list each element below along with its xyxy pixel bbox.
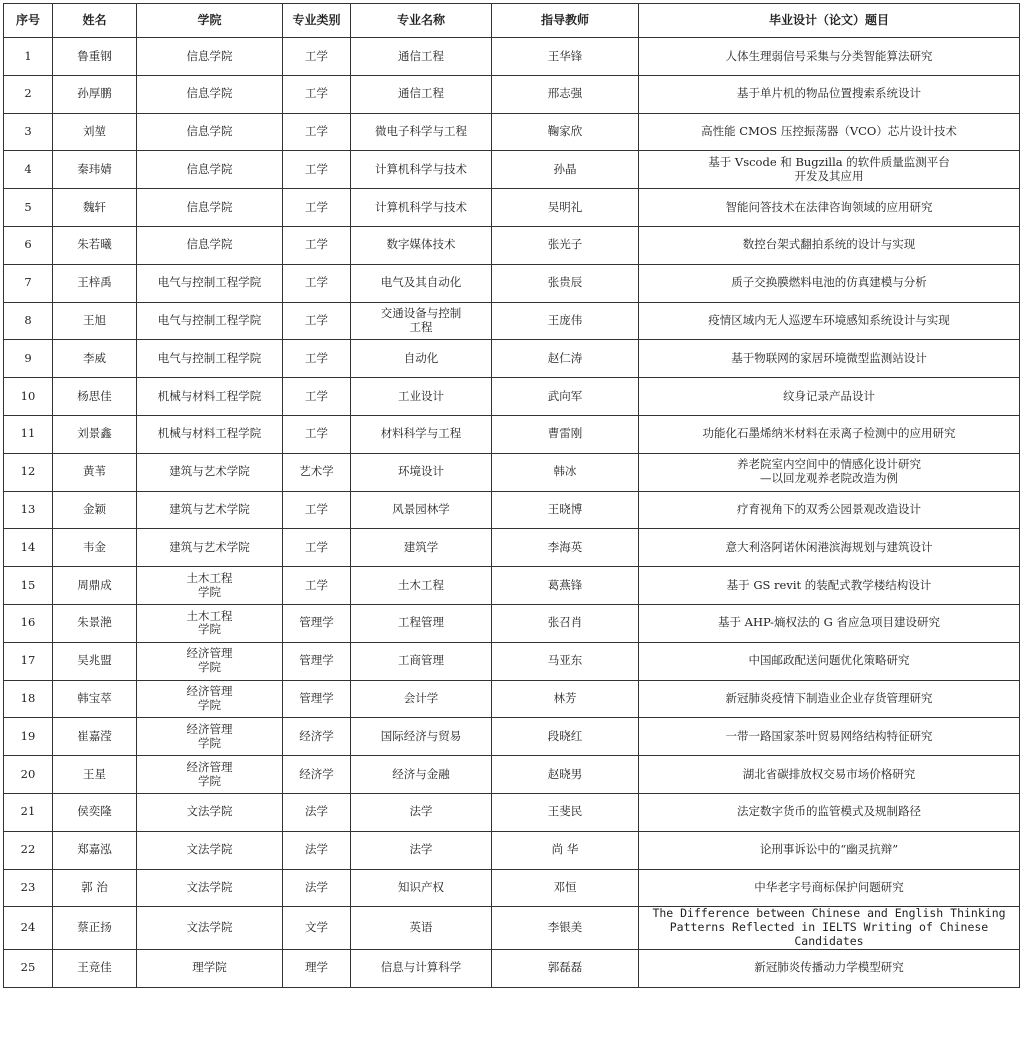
cell-category: 工学 xyxy=(283,302,351,340)
cell-category: 经济学 xyxy=(283,718,351,756)
cell-college-line1: 土木工程 xyxy=(186,608,233,623)
cell-advisor: 李海英 xyxy=(492,529,639,567)
cell-category: 工学 xyxy=(283,38,351,76)
cell-college: 机械与材料工程学院 xyxy=(137,378,283,416)
table-row xyxy=(4,604,1020,642)
cell-major: 电气及其自动化 xyxy=(351,264,492,302)
cell-major-line2: 工程 xyxy=(409,319,433,334)
cell-advisor: 韩冰 xyxy=(492,453,639,491)
cell-major: 数字媒体技术 xyxy=(351,226,492,264)
cell-major xyxy=(351,302,492,340)
cell-college: 建筑与艺术学院 xyxy=(137,529,283,567)
table-row xyxy=(4,869,1020,907)
thesis-table xyxy=(3,3,1020,988)
cell-no: 11 xyxy=(4,415,53,453)
cell-college: 电气与控制工程学院 xyxy=(137,302,283,340)
table-row xyxy=(4,38,1020,76)
table-row xyxy=(4,793,1020,831)
cell-no: 23 xyxy=(4,869,53,907)
cell-advisor: 孙晶 xyxy=(492,151,639,189)
cell-name: 李威 xyxy=(53,340,137,378)
cell-category: 工学 xyxy=(283,151,351,189)
table-row xyxy=(4,907,1020,949)
cell-advisor: 段晓红 xyxy=(492,718,639,756)
cell-college xyxy=(137,680,283,718)
cell-college: 信息学院 xyxy=(137,113,283,151)
cell-name: 孙厚鹏 xyxy=(53,75,137,113)
table-row xyxy=(4,756,1020,794)
cell-no: 21 xyxy=(4,793,53,831)
header-college: 学院 xyxy=(137,4,283,38)
cell-category: 工学 xyxy=(283,491,351,529)
cell-title: 智能问答技术在法律咨询领域的应用研究 xyxy=(639,189,1020,227)
cell-title-line1: 基于 Vscode 和 Bugzilla 的软件质量监测平台 xyxy=(708,154,950,169)
cell-category: 法学 xyxy=(283,793,351,831)
cell-college: 信息学院 xyxy=(137,226,283,264)
table-row xyxy=(4,453,1020,491)
cell-no: 13 xyxy=(4,491,53,529)
cell-title: 法定数字货币的监管模式及规制路径 xyxy=(639,793,1020,831)
cell-name: 杨思佳 xyxy=(53,378,137,416)
cell-college-line2: 学院 xyxy=(198,697,221,712)
cell-title: 新冠肺炎疫情下制造业企业存货管理研究 xyxy=(639,680,1020,718)
cell-college-line1: 经济管理 xyxy=(186,646,233,661)
cell-major: 建筑学 xyxy=(351,529,492,567)
cell-college-line1: 经济管理 xyxy=(186,759,233,774)
cell-advisor: 邓恒 xyxy=(492,869,639,907)
cell-major: 信息与计算科学 xyxy=(351,949,492,987)
table-row xyxy=(4,529,1020,567)
cell-category: 工学 xyxy=(283,264,351,302)
cell-title: 意大利洛阿诺休闲港滨海规划与建筑设计 xyxy=(639,529,1020,567)
cell-title: 基于 GS revit 的装配式教学楼结构设计 xyxy=(639,567,1020,605)
cell-title: 质子交换膜燃料电池的仿真建模与分析 xyxy=(639,264,1020,302)
cell-advisor: 葛燕锋 xyxy=(492,567,639,605)
header-title: 毕业设计（论文）题目 xyxy=(639,4,1020,38)
cell-major: 风景园林学 xyxy=(351,491,492,529)
cell-college xyxy=(137,567,283,605)
cell-category: 管理学 xyxy=(283,604,351,642)
cell-name: 王旭 xyxy=(53,302,137,340)
cell-major: 工商管理 xyxy=(351,642,492,680)
cell-category: 工学 xyxy=(283,529,351,567)
cell-title: 高性能 CMOS 压控振荡器（VCO）芯片设计技术 xyxy=(639,113,1020,151)
cell-category: 工学 xyxy=(283,378,351,416)
cell-college: 文法学院 xyxy=(137,793,283,831)
cell-title: 人体生理弱信号采集与分类智能算法研究 xyxy=(639,38,1020,76)
cell-title: 中国邮政配送问题优化策略研究 xyxy=(639,642,1020,680)
cell-title: 纹身记录产品设计 xyxy=(639,378,1020,416)
cell-title-line1: The Difference between Chinese and English Thinking xyxy=(652,906,1006,921)
cell-college: 电气与控制工程学院 xyxy=(137,264,283,302)
header-major: 专业名称 xyxy=(351,4,492,38)
cell-name: 王星 xyxy=(53,756,137,794)
cell-college: 电气与控制工程学院 xyxy=(137,340,283,378)
header-category: 专业类别 xyxy=(283,4,351,38)
cell-no: 25 xyxy=(4,949,53,987)
cell-category: 工学 xyxy=(283,340,351,378)
cell-college: 信息学院 xyxy=(137,75,283,113)
cell-college xyxy=(137,718,283,756)
cell-no: 20 xyxy=(4,756,53,794)
cell-no: 10 xyxy=(4,378,53,416)
cell-category: 工学 xyxy=(283,226,351,264)
table-row xyxy=(4,831,1020,869)
cell-no: 15 xyxy=(4,567,53,605)
header-name: 姓名 xyxy=(53,4,137,38)
cell-advisor: 张召肖 xyxy=(492,604,639,642)
cell-no: 14 xyxy=(4,529,53,567)
cell-advisor: 张贵辰 xyxy=(492,264,639,302)
table-row xyxy=(4,302,1020,340)
cell-major: 法学 xyxy=(351,793,492,831)
cell-no: 9 xyxy=(4,340,53,378)
cell-name: 郑嘉泓 xyxy=(53,831,137,869)
cell-college-line2: 学院 xyxy=(198,622,221,637)
cell-title-line1: 养老院室内空间中的情感化设计研究 xyxy=(737,457,921,472)
cell-major: 会计学 xyxy=(351,680,492,718)
cell-no: 1 xyxy=(4,38,53,76)
cell-name: 蔡正扬 xyxy=(53,907,137,949)
cell-category: 管理学 xyxy=(283,680,351,718)
table-row xyxy=(4,264,1020,302)
cell-advisor: 武向军 xyxy=(492,378,639,416)
cell-advisor: 赵晓男 xyxy=(492,756,639,794)
cell-title: 疫情区域内无人巡逻车环境感知系统设计与实现 xyxy=(639,302,1020,340)
cell-college: 信息学院 xyxy=(137,151,283,189)
cell-no: 3 xyxy=(4,113,53,151)
cell-college: 文法学院 xyxy=(137,831,283,869)
cell-category: 经济学 xyxy=(283,756,351,794)
cell-college-line1: 经济管理 xyxy=(186,684,233,699)
table-row xyxy=(4,718,1020,756)
cell-advisor: 吴明礼 xyxy=(492,189,639,227)
cell-title xyxy=(639,151,1020,189)
cell-no: 17 xyxy=(4,642,53,680)
cell-category: 理学 xyxy=(283,949,351,987)
cell-no: 7 xyxy=(4,264,53,302)
cell-no: 16 xyxy=(4,604,53,642)
cell-name: 韩宝萃 xyxy=(53,680,137,718)
cell-title xyxy=(639,453,1020,491)
cell-title-line2: Patterns Reflected in IELTS Writing of Chinese Candidates xyxy=(669,920,989,948)
cell-college-line2: 学院 xyxy=(198,735,221,750)
table-row xyxy=(4,567,1020,605)
cell-advisor: 王晓博 xyxy=(492,491,639,529)
cell-no: 8 xyxy=(4,302,53,340)
cell-major: 工程管理 xyxy=(351,604,492,642)
cell-advisor: 林芳 xyxy=(492,680,639,718)
cell-title-line2: 开发及其应用 xyxy=(794,168,864,183)
cell-major: 自动化 xyxy=(351,340,492,378)
cell-college xyxy=(137,604,283,642)
table-row xyxy=(4,75,1020,113)
cell-name: 刘景鑫 xyxy=(53,415,137,453)
cell-name: 鲁重钢 xyxy=(53,38,137,76)
table-row xyxy=(4,949,1020,987)
table-row xyxy=(4,680,1020,718)
cell-major: 工业设计 xyxy=(351,378,492,416)
header-no: 序号 xyxy=(4,4,53,38)
cell-college-line1: 土木工程 xyxy=(186,570,233,585)
table-row xyxy=(4,415,1020,453)
cell-major: 英语 xyxy=(351,907,492,949)
cell-college xyxy=(137,642,283,680)
cell-category: 工学 xyxy=(283,567,351,605)
cell-name: 朱景滟 xyxy=(53,604,137,642)
table-row xyxy=(4,491,1020,529)
cell-category: 法学 xyxy=(283,831,351,869)
cell-no: 19 xyxy=(4,718,53,756)
cell-no: 2 xyxy=(4,75,53,113)
cell-title: 基于单片机的物品位置搜索系统设计 xyxy=(639,75,1020,113)
cell-title: 基于 AHP-熵权法的 G 省应急项目建设研究 xyxy=(639,604,1020,642)
cell-title: 中华老字号商标保护问题研究 xyxy=(639,869,1020,907)
cell-category: 工学 xyxy=(283,415,351,453)
cell-title: 功能化石墨烯纳米材料在汞离子检测中的应用研究 xyxy=(639,415,1020,453)
cell-college: 信息学院 xyxy=(137,189,283,227)
cell-major: 计算机科学与技术 xyxy=(351,189,492,227)
cell-title: 数控台架式翻拍系统的设计与实现 xyxy=(639,226,1020,264)
cell-advisor: 王华锋 xyxy=(492,38,639,76)
cell-category: 工学 xyxy=(283,113,351,151)
table-row xyxy=(4,151,1020,189)
cell-major: 通信工程 xyxy=(351,38,492,76)
cell-advisor: 王斐民 xyxy=(492,793,639,831)
cell-advisor: 尚 华 xyxy=(492,831,639,869)
cell-title: 疗育视角下的双秀公园景观改造设计 xyxy=(639,491,1020,529)
cell-advisor: 邢志强 xyxy=(492,75,639,113)
table-row xyxy=(4,113,1020,151)
cell-name: 刘堃 xyxy=(53,113,137,151)
table-row xyxy=(4,340,1020,378)
cell-title: 湖北省碳排放权交易市场价格研究 xyxy=(639,756,1020,794)
cell-name: 黄苇 xyxy=(53,453,137,491)
cell-major: 通信工程 xyxy=(351,75,492,113)
cell-major-line1: 交通设备与控制 xyxy=(380,306,462,321)
cell-category: 工学 xyxy=(283,189,351,227)
cell-college-line1: 经济管理 xyxy=(186,721,233,736)
table-row xyxy=(4,189,1020,227)
cell-no: 4 xyxy=(4,151,53,189)
cell-major: 知识产权 xyxy=(351,869,492,907)
cell-name: 朱若曦 xyxy=(53,226,137,264)
cell-advisor: 李银美 xyxy=(492,907,639,949)
cell-title: 新冠肺炎传播动力学模型研究 xyxy=(639,949,1020,987)
cell-name: 崔嘉滢 xyxy=(53,718,137,756)
cell-college-line2: 学院 xyxy=(198,773,221,788)
cell-name: 王竞佳 xyxy=(53,949,137,987)
cell-college: 建筑与艺术学院 xyxy=(137,453,283,491)
cell-title-line2: —以回龙观养老院改造为例 xyxy=(760,471,898,486)
cell-major: 法学 xyxy=(351,831,492,869)
cell-no: 6 xyxy=(4,226,53,264)
cell-name: 郭 治 xyxy=(53,869,137,907)
cell-name: 韦金 xyxy=(53,529,137,567)
cell-title: 基于物联网的家居环境微型监测站设计 xyxy=(639,340,1020,378)
cell-name: 周鼎成 xyxy=(53,567,137,605)
table-row xyxy=(4,378,1020,416)
cell-advisor: 张光子 xyxy=(492,226,639,264)
cell-college: 机械与材料工程学院 xyxy=(137,415,283,453)
cell-name: 侯奕隆 xyxy=(53,793,137,831)
cell-category: 管理学 xyxy=(283,642,351,680)
cell-college xyxy=(137,756,283,794)
cell-name: 秦玮婧 xyxy=(53,151,137,189)
cell-major: 国际经济与贸易 xyxy=(351,718,492,756)
cell-no: 18 xyxy=(4,680,53,718)
cell-college: 文法学院 xyxy=(137,869,283,907)
cell-major: 土木工程 xyxy=(351,567,492,605)
cell-college: 建筑与艺术学院 xyxy=(137,491,283,529)
header-advisor: 指导教师 xyxy=(492,4,639,38)
cell-advisor: 郭磊磊 xyxy=(492,949,639,987)
cell-major: 环境设计 xyxy=(351,453,492,491)
cell-major: 微电子科学与工程 xyxy=(351,113,492,151)
cell-category: 艺术学 xyxy=(283,453,351,491)
cell-college-line2: 学院 xyxy=(198,584,221,599)
cell-no: 12 xyxy=(4,453,53,491)
cell-college: 文法学院 xyxy=(137,907,283,949)
cell-major: 经济与金融 xyxy=(351,756,492,794)
cell-name: 金颖 xyxy=(53,491,137,529)
cell-title xyxy=(639,907,1020,949)
cell-college-line2: 学院 xyxy=(198,660,221,675)
cell-name: 王梓禹 xyxy=(53,264,137,302)
cell-no: 24 xyxy=(4,907,53,949)
table-row xyxy=(4,642,1020,680)
cell-name: 魏轩 xyxy=(53,189,137,227)
cell-title: 一带一路国家茶叶贸易网络结构特征研究 xyxy=(639,718,1020,756)
cell-advisor: 赵仁涛 xyxy=(492,340,639,378)
cell-name: 吴兆盟 xyxy=(53,642,137,680)
cell-advisor: 王庞伟 xyxy=(492,302,639,340)
cell-advisor: 马亚东 xyxy=(492,642,639,680)
cell-category: 工学 xyxy=(283,75,351,113)
table-row xyxy=(4,226,1020,264)
cell-no: 5 xyxy=(4,189,53,227)
cell-category: 文学 xyxy=(283,907,351,949)
cell-advisor: 曹雷刚 xyxy=(492,415,639,453)
cell-college: 理学院 xyxy=(137,949,283,987)
cell-major: 计算机科学与技术 xyxy=(351,151,492,189)
cell-major: 材料科学与工程 xyxy=(351,415,492,453)
cell-category: 法学 xyxy=(283,869,351,907)
cell-title: 论刑事诉讼中的“幽灵抗辩” xyxy=(639,831,1020,869)
header-row xyxy=(4,4,1020,38)
cell-college: 信息学院 xyxy=(137,38,283,76)
cell-advisor: 鞠家欣 xyxy=(492,113,639,151)
cell-no: 22 xyxy=(4,831,53,869)
